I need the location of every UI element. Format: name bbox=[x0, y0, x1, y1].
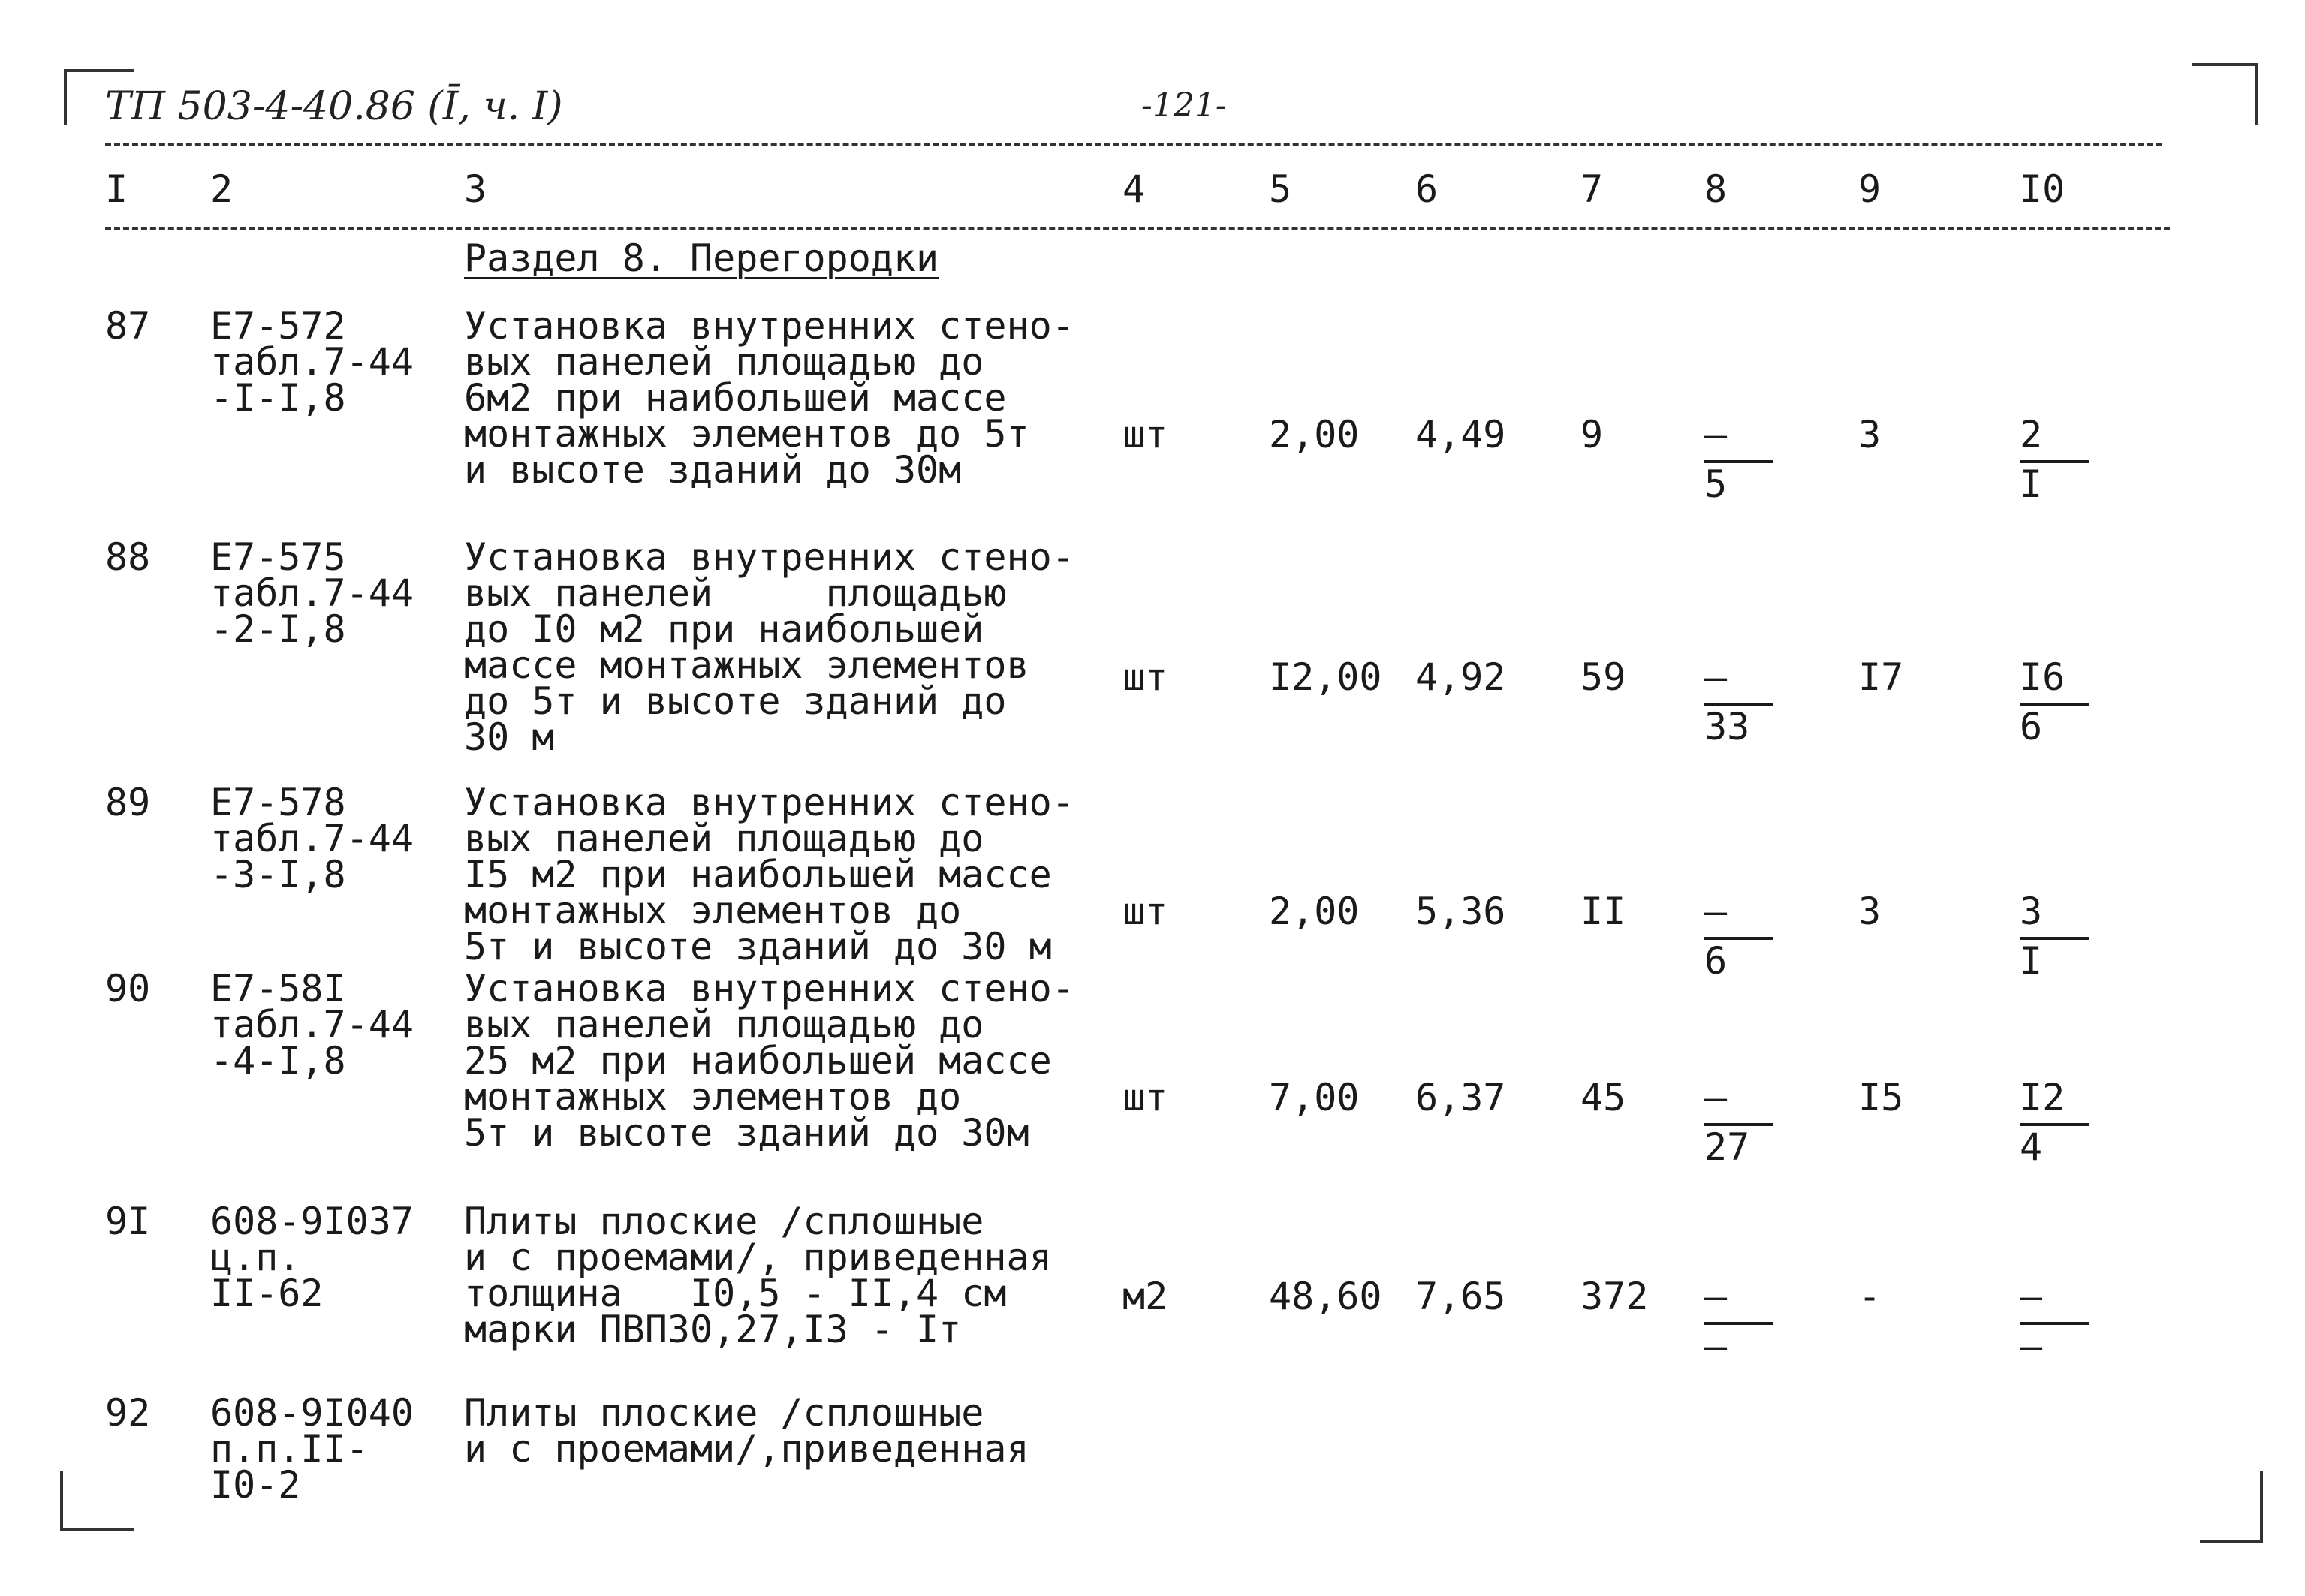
column-header: 9 bbox=[1858, 167, 1882, 211]
column-header: 2 bbox=[210, 167, 234, 211]
col8-value-numerator: – bbox=[1704, 890, 1728, 933]
quantity: I2,00 bbox=[1269, 655, 1382, 699]
work-description: Установка внутренних стено- вых панелей площадью до 6м2 при наибольшей массе монтажных элементов до 5т и высоте зданий до 30м bbox=[464, 304, 1074, 492]
col10-value-denominator: 4 bbox=[2020, 1125, 2043, 1169]
row-number: 88 bbox=[105, 535, 151, 579]
unit-price: 4,49 bbox=[1415, 413, 1506, 456]
frame-corner-bottom-right bbox=[2200, 1471, 2263, 1543]
col10-value-numerator: 3 bbox=[2020, 890, 2043, 933]
quantity: 48,60 bbox=[1269, 1275, 1382, 1318]
unit: шт bbox=[1122, 1076, 1168, 1119]
total-cost: 9 bbox=[1580, 413, 1604, 456]
page-number: -121- bbox=[1141, 86, 1227, 125]
work-description: Плиты плоские /сплошные и с проемами/,приведенная bbox=[464, 1391, 1029, 1471]
quantity: 7,00 bbox=[1269, 1076, 1360, 1119]
col9-value: 3 bbox=[1858, 413, 1882, 456]
col8-value-denominator: 27 bbox=[1704, 1125, 1750, 1169]
row-number: 87 bbox=[105, 304, 151, 348]
row-number: 92 bbox=[105, 1391, 151, 1435]
header-bottom-divider bbox=[105, 227, 2170, 230]
col10-value-numerator: 2 bbox=[2020, 413, 2043, 456]
quantity: 2,00 bbox=[1269, 890, 1360, 933]
col9-value: I5 bbox=[1858, 1076, 1904, 1119]
section-title: Раздел 8. Перегородки bbox=[464, 236, 939, 280]
unit: шт bbox=[1122, 655, 1168, 699]
column-header: 3 bbox=[464, 167, 487, 211]
col10-value-denominator: – bbox=[2020, 1324, 2043, 1368]
unit-price: 7,65 bbox=[1415, 1275, 1506, 1318]
total-cost: 45 bbox=[1580, 1076, 1626, 1119]
col8-value-denominator: 6 bbox=[1704, 939, 1728, 983]
column-header: I bbox=[105, 167, 128, 211]
work-description: Установка внутренних стено- вых панелей площадью до 25 м2 при наибольшей массе монтажных элементов до 5т и высоте зданий до 30м bbox=[464, 967, 1074, 1155]
unit-price: 6,37 bbox=[1415, 1076, 1506, 1119]
rate-code: Е7-578 табл.7-44 -3-I,8 bbox=[210, 781, 414, 896]
unit: шт bbox=[1122, 890, 1168, 933]
column-header: 7 bbox=[1580, 167, 1604, 211]
unit: м2 bbox=[1122, 1275, 1168, 1318]
col10-value-numerator: I2 bbox=[2020, 1076, 2065, 1119]
document-code: ТП 503-4-40.86 (Ī, ч. I) bbox=[105, 84, 563, 129]
total-cost: II bbox=[1580, 890, 1626, 933]
total-cost: 59 bbox=[1580, 655, 1626, 699]
column-header: 4 bbox=[1122, 167, 1146, 211]
total-cost: 372 bbox=[1580, 1275, 1649, 1318]
unit-price: 5,36 bbox=[1415, 890, 1506, 933]
col10-value-denominator: I bbox=[2020, 462, 2043, 506]
rate-code: Е7-575 табл.7-44 -2-I,8 bbox=[210, 535, 414, 651]
col10-value-denominator: I bbox=[2020, 939, 2043, 983]
column-header: 6 bbox=[1415, 167, 1439, 211]
rate-code: 608-9I037 ц.п. II-62 bbox=[210, 1200, 414, 1315]
column-header: 5 bbox=[1269, 167, 1292, 211]
column-header: I0 bbox=[2020, 167, 2065, 211]
col8-value-denominator: – bbox=[1704, 1324, 1728, 1368]
rate-code: Е7-58I табл.7-44 -4-I,8 bbox=[210, 967, 414, 1083]
col8-value-numerator: – bbox=[1704, 1076, 1728, 1119]
col10-value-numerator: I6 bbox=[2020, 655, 2065, 699]
rate-code: 608-9I040 п.п.II- I0-2 bbox=[210, 1391, 414, 1507]
work-description: Установка внутренних стено- вых панелей площадью до I0 м2 при наибольшей массе монтажных элементов до 5т и высоте зданий до 30 м bbox=[464, 535, 1074, 759]
unit: шт bbox=[1122, 413, 1168, 456]
header-top-divider bbox=[105, 143, 2162, 146]
col9-value: I7 bbox=[1858, 655, 1904, 699]
col8-value-denominator: 5 bbox=[1704, 462, 1728, 506]
col9-value: - bbox=[1858, 1275, 1882, 1318]
row-number: 89 bbox=[105, 781, 151, 824]
work-description: Плиты плоские /сплошные и с проемами/, приведенная толщина I0,5 - II,4 см марки ПВП30,27,I3 - Iт bbox=[464, 1200, 1052, 1351]
work-description: Установка внутренних стено- вых панелей площадью до I5 м2 при наибольшей массе монтажных элементов до 5т и высоте зданий до 30 м bbox=[464, 781, 1074, 968]
col8-value-numerator: – bbox=[1704, 413, 1728, 456]
col8-value-numerator: – bbox=[1704, 655, 1728, 699]
rate-code: Е7-572 табл.7-44 -I-I,8 bbox=[210, 304, 414, 420]
col8-value-denominator: 33 bbox=[1704, 705, 1750, 748]
col9-value: 3 bbox=[1858, 890, 1882, 933]
frame-corner-bottom-left bbox=[60, 1471, 134, 1531]
frame-corner-top-right bbox=[2192, 63, 2258, 125]
column-header: 8 bbox=[1704, 167, 1728, 211]
col10-value-numerator: – bbox=[2020, 1275, 2043, 1318]
row-number: 90 bbox=[105, 967, 151, 1010]
col10-value-denominator: 6 bbox=[2020, 705, 2043, 748]
col8-value-numerator: – bbox=[1704, 1275, 1728, 1318]
row-number: 9I bbox=[105, 1200, 151, 1243]
unit-price: 4,92 bbox=[1415, 655, 1506, 699]
quantity: 2,00 bbox=[1269, 413, 1360, 456]
